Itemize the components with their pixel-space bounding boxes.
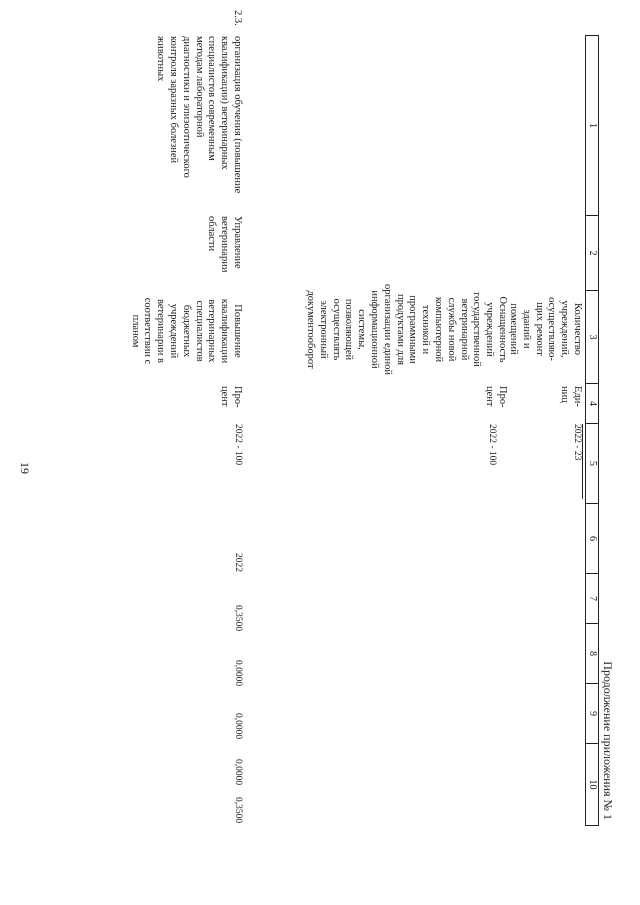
row3-target: 2022 - 100 (233, 424, 243, 466)
continuation-heading: Продолжение приложения № 1 (601, 661, 615, 820)
row1-unit: Еди- ниц (559, 386, 583, 407)
row3-indicator: Повышение квалификации ветеринарных специалистов бюджетных учреждений ветеринарии в соответствии с планом (129, 297, 243, 365)
header-col-9: 9 (586, 684, 599, 744)
row3-unit: Про- цент (219, 386, 243, 408)
row3-reg: 0,0000 (233, 713, 243, 740)
row3-other: 0,3500 (233, 797, 243, 824)
row3-total: 0,3500 (233, 605, 243, 632)
row1-target: 2022 - 23 (571, 424, 583, 499)
header-col-1: 1 (586, 36, 599, 216)
row3-executor: Управление ветеринарии области (206, 216, 243, 273)
row2-indicator: Оснащенность учреждений государственной ветеринарной службы новой компьютерной техникой и программными продуктами для организации единой информационной системы, позволяющей осуществлять электронный документооборот (305, 284, 508, 375)
page-number: 19 (18, 462, 32, 474)
row1-indicator: Количество учреждений, осуществляю- щих ремонт зданий и помещений (508, 297, 583, 361)
row3-measure: организация обучения (повышение квалификации) ветеринарных специалистов современным методам лабораторной диагностики и эпизоотического контроля заразных болезней животных (155, 36, 243, 194)
header-col-7: 7 (586, 574, 599, 624)
rotated-page (55, 10, 615, 824)
header-col-4: 4 (586, 384, 599, 424)
row2-target: 2022 - 100 (487, 424, 497, 466)
header-col-6: 6 (586, 504, 599, 574)
row2-unit: Про- цент (484, 386, 508, 408)
row3-local: 0,0000 (233, 759, 243, 786)
header-col-3: 3 (586, 291, 599, 384)
column-header-row (585, 35, 599, 826)
header-col-8: 8 (586, 624, 599, 684)
row3-number: 2.3. (232, 10, 243, 26)
row3-fed: 0,0000 (233, 660, 243, 687)
header-col-2: 2 (586, 216, 599, 291)
header-col-10: 10 (586, 744, 599, 826)
row3-year: 2022 (233, 553, 243, 572)
header-col-5: 5 (586, 424, 599, 504)
